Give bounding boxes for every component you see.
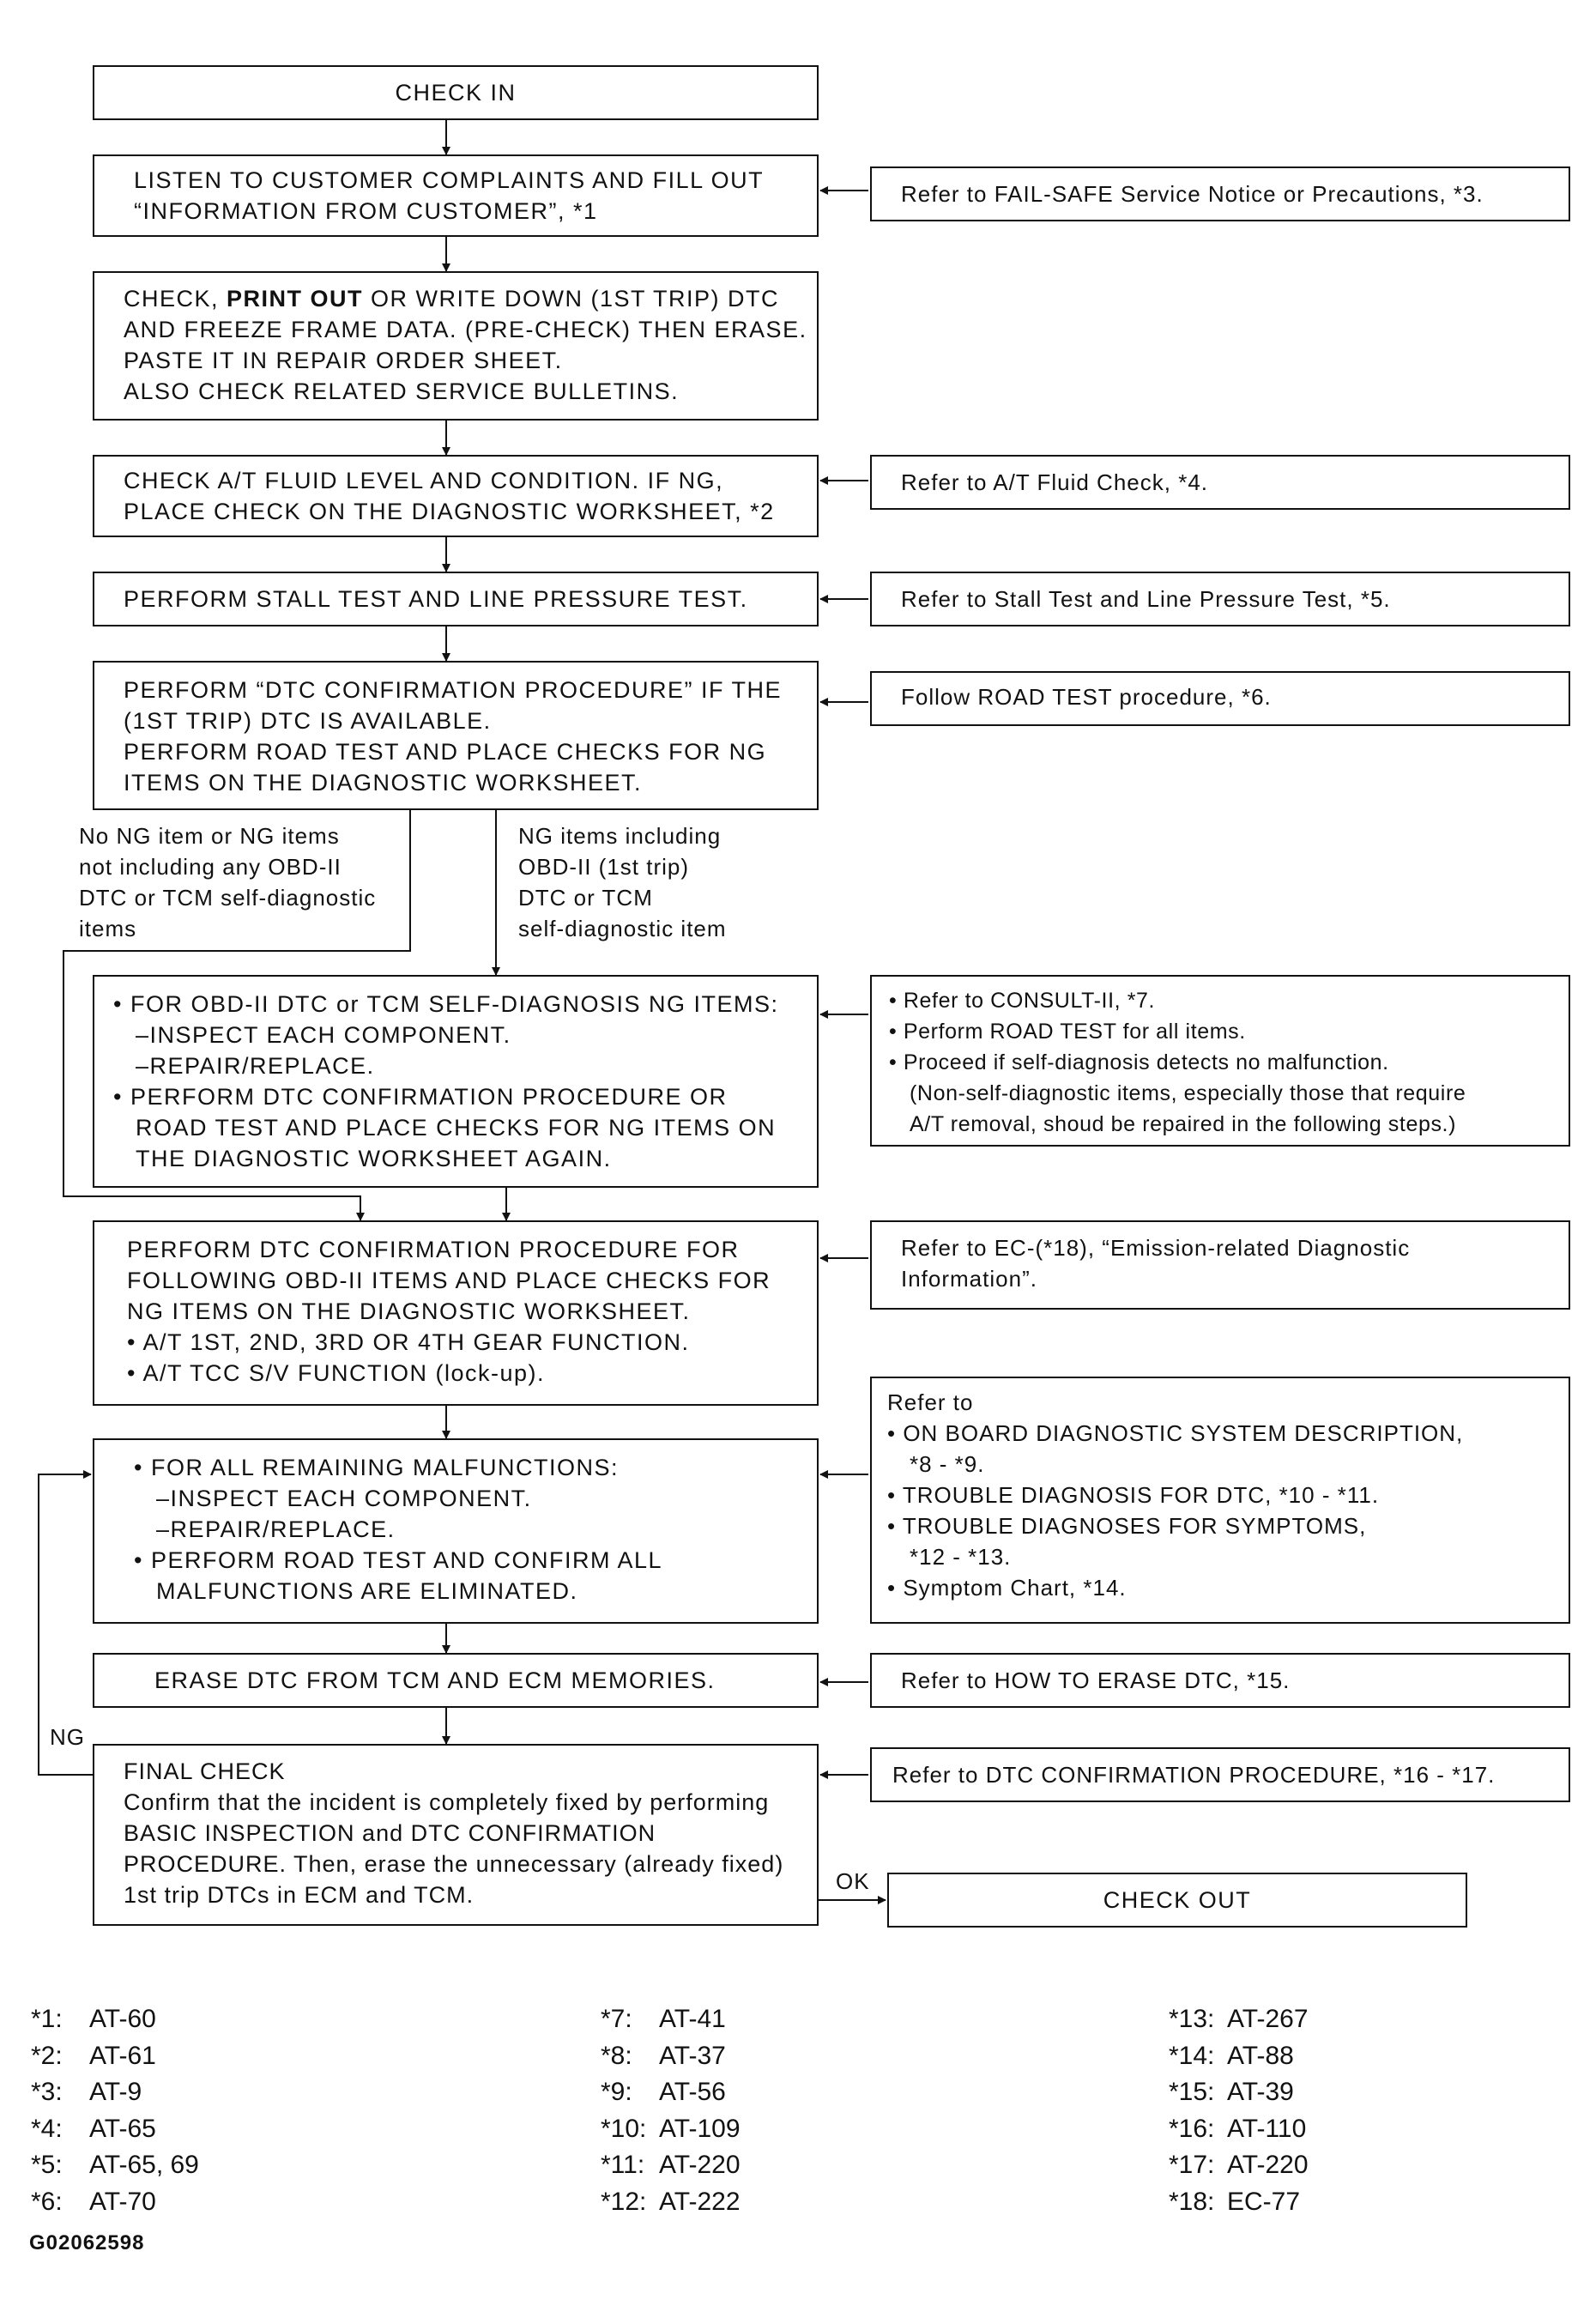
side-stall-box — [870, 572, 1570, 626]
listen-line-2: “INFORMATION FROM CUSTOMER”, *1 — [134, 198, 598, 224]
side-trouble-sym-2: *12 - *13. — [910, 1544, 1012, 1570]
remain-bullet-1: • FOR ALL REMAINING MALFUNCTIONS: — [134, 1455, 620, 1480]
ref-row — [1169, 2147, 1309, 2184]
print-line-1 — [124, 283, 803, 314]
check-out-label: CHECK OUT — [1103, 1887, 1252, 1913]
side-failsafe-box — [870, 166, 1570, 221]
ref-value: AT-220 — [1227, 2151, 1309, 2179]
following-line-3: NG ITEMS ON THE DIAGNOSTIC WORKSHEET. — [127, 1298, 691, 1324]
side-road-test-box — [870, 671, 1570, 726]
ref-key: *3: — [31, 2078, 63, 2106]
dtc-procedure-box — [93, 661, 819, 810]
side-dtc-conf-text: Refer to DTC CONFIRMATION PROCEDURE, *16 - *17. — [892, 1762, 1496, 1788]
check-out-box — [887, 1873, 1467, 1928]
ref-key: *5: — [31, 2151, 63, 2179]
fluid-line-1: CHECK A/T FLUID LEVEL AND CONDITION. IF NG, — [124, 468, 724, 493]
ref-row — [31, 2001, 199, 2038]
remain-sub-1: –INSPECT EACH COMPONENT. — [156, 1486, 532, 1511]
fluid-check-box — [93, 455, 819, 537]
ref-value: AT-56 — [659, 2078, 726, 2106]
ref-key: *7: — [601, 2005, 632, 2033]
ref-value: AT-70 — [89, 2187, 156, 2216]
ref-row — [601, 2184, 741, 2221]
following-bullet-1: • A/T 1ST, 2ND, 3RD OR 4TH GEAR FUNCTION. — [127, 1329, 690, 1355]
final-line-4: 1st trip DTCs in ECM and TCM. — [124, 1882, 475, 1908]
side-failsafe-text: Refer to FAIL-SAFE Service Notice or Precautions, *3. — [901, 181, 1484, 207]
ref-key: *8: — [601, 2041, 632, 2070]
remain-bullet-2: • PERFORM ROAD TEST AND CONFIRM ALL — [134, 1547, 663, 1573]
ref-key: *14: — [1169, 2041, 1215, 2070]
branch-ng-label — [518, 820, 727, 944]
final-title: FINAL CHECK — [124, 1758, 286, 1784]
ref-key: *12: — [601, 2187, 647, 2216]
ref-row — [601, 2038, 741, 2075]
ref-row — [1169, 2111, 1309, 2148]
obd-bullet-1: • FOR OBD-II DTC or TCM SELF-DIAGNOSIS NG ITEMS: — [113, 991, 779, 1017]
side-refer-to-box — [870, 1377, 1570, 1624]
side-fluid-text: Refer to A/T Fluid Check, *4. — [901, 469, 1208, 495]
ref-key: *6: — [31, 2187, 63, 2216]
side-consult-4: (Non-self-diagnostic items, especially those that require — [910, 1081, 1466, 1105]
obd-bullet-2-cont2: THE DIAGNOSTIC WORKSHEET AGAIN. — [136, 1146, 612, 1171]
check-in-box — [93, 65, 819, 120]
ref-row — [31, 2074, 199, 2111]
print-bold: PRINT OUT — [227, 286, 364, 312]
ref-row — [31, 2038, 199, 2075]
ref-key: *18: — [1169, 2187, 1215, 2216]
no-ng-line-3: DTC or TCM self-diagnostic — [79, 885, 377, 911]
print-post: OR WRITE DOWN (1ST TRIP) DTC — [363, 286, 780, 312]
no-ng-line-1: No NG item or NG items — [79, 823, 340, 849]
ng-line-3: DTC or TCM — [518, 885, 653, 911]
ref-value: AT-88 — [1227, 2041, 1294, 2070]
references-col-2 — [601, 2001, 741, 2220]
print-pre: CHECK, — [124, 286, 227, 312]
ref-key: *11: — [601, 2151, 645, 2179]
ref-row — [1169, 2038, 1309, 2075]
branch-no-ng-label — [79, 820, 376, 944]
ng-line-1: NG items including — [518, 823, 722, 849]
ok-label: OK — [836, 1868, 870, 1894]
side-consult-1: • Refer to CONSULT-II, *7. — [889, 989, 1156, 1013]
ng-line-2: OBD-II (1st trip) — [518, 854, 690, 880]
following-line-1: PERFORM DTC CONFIRMATION PROCEDURE FOR — [127, 1237, 740, 1262]
side-consult-5: A/T removal, shoud be repaired in the following steps.) — [910, 1112, 1457, 1136]
side-trouble-dtc: • TROUBLE DIAGNOSIS FOR DTC, *10 - *11. — [887, 1482, 1380, 1508]
ref-key: *17: — [1169, 2151, 1215, 2179]
remaining-malfunctions-box — [93, 1438, 819, 1624]
ref-key: *2: — [31, 2041, 63, 2070]
side-erase-text: Refer to HOW TO ERASE DTC, *15. — [901, 1667, 1291, 1693]
side-onboard-1: • ON BOARD DIAGNOSTIC SYSTEM DESCRIPTION, — [887, 1420, 1464, 1446]
ref-row — [601, 2147, 741, 2184]
ref-value: AT-267 — [1227, 2005, 1309, 2033]
ref-key: *15: — [1169, 2078, 1215, 2106]
side-stall-text: Refer to Stall Test and Line Pressure Test, *5. — [901, 586, 1391, 612]
ref-key: *13: — [1169, 2005, 1215, 2033]
ref-key: *10: — [601, 2114, 647, 2143]
ref-row — [31, 2111, 199, 2148]
obd-bullet-2-cont: ROAD TEST AND PLACE CHECKS FOR NG ITEMS ON — [136, 1115, 777, 1141]
side-consult-2: • Perform ROAD TEST for all items. — [889, 1020, 1246, 1044]
listen-line-1: LISTEN TO CUSTOMER COMPLAINTS AND FILL OUT — [134, 167, 765, 193]
side-ec-1: Refer to EC-(*18), “Emission-related Diagnostic — [901, 1235, 1411, 1261]
ref-row — [1169, 2074, 1309, 2111]
side-road-text: Follow ROAD TEST procedure, *6. — [901, 684, 1272, 710]
ref-value: AT-61 — [89, 2041, 156, 2070]
ref-row — [1169, 2001, 1309, 2038]
ref-value: EC-77 — [1227, 2187, 1301, 2216]
no-ng-line-4: items — [79, 916, 137, 941]
ref-value: AT-39 — [1227, 2078, 1294, 2106]
ng-line-4: self-diagnostic item — [518, 916, 727, 941]
ref-value: AT-65 — [89, 2114, 156, 2143]
ref-row — [31, 2147, 199, 2184]
listen-customer-box — [93, 154, 819, 237]
side-dtc-confirmation-box — [870, 1747, 1570, 1802]
ref-value: AT-9 — [89, 2078, 142, 2106]
final-line-3: PROCEDURE. Then, erase the unnecessary (already fixed) — [124, 1851, 784, 1877]
ref-key: *4: — [31, 2114, 63, 2143]
erase-label: ERASE DTC FROM TCM AND ECM MEMORIES. — [154, 1667, 716, 1693]
remain-sub-2: –REPAIR/REPLACE. — [156, 1516, 396, 1542]
print-line-4: ALSO CHECK RELATED SERVICE BULLETINS. — [124, 378, 680, 404]
dtc-proc-line-2: (1ST TRIP) DTC IS AVAILABLE. — [124, 708, 492, 734]
side-erase-box — [870, 1653, 1570, 1708]
erase-dtc-box — [93, 1653, 819, 1708]
dtc-proc-line-1: PERFORM “DTC CONFIRMATION PROCEDURE” IF THE — [124, 677, 782, 703]
ref-row — [1169, 2184, 1309, 2221]
final-line-1: Confirm that the incident is completely fixed by performing — [124, 1789, 770, 1815]
following-items-box — [93, 1220, 819, 1406]
stall-label: PERFORM STALL TEST AND LINE PRESSURE TEST. — [124, 586, 748, 612]
ref-row — [31, 2184, 199, 2221]
ref-value: AT-220 — [659, 2151, 741, 2179]
dtc-proc-line-3: PERFORM ROAD TEST AND PLACE CHECKS FOR NG — [124, 739, 767, 765]
ref-key: *16: — [1169, 2114, 1215, 2143]
obd-sub-2: –REPAIR/REPLACE. — [136, 1053, 375, 1079]
final-check-box — [93, 1744, 819, 1926]
side-consult-3: • Proceed if self-diagnosis detects no malfunction. — [889, 1050, 1389, 1074]
references-col-3 — [1169, 2001, 1309, 2220]
side-symptom-chart: • Symptom Chart, *14. — [887, 1575, 1127, 1601]
ng-loop-label: NG — [50, 1724, 85, 1750]
ref-row — [601, 2074, 741, 2111]
side-ec-box — [870, 1220, 1570, 1310]
figure-code: G02062598 — [29, 2231, 145, 2255]
stall-test-box — [93, 572, 819, 626]
no-ng-line-2: not including any OBD-II — [79, 854, 342, 880]
ref-value: AT-60 — [89, 2005, 156, 2033]
following-line-2: FOLLOWING OBD-II ITEMS AND PLACE CHECKS FOR — [127, 1268, 771, 1293]
ref-row — [601, 2001, 741, 2038]
print-out-box — [93, 271, 819, 421]
remain-bullet-2-cont: MALFUNCTIONS ARE ELIMINATED. — [156, 1578, 578, 1604]
following-bullet-2: • A/T TCC S/V FUNCTION (lock-up). — [127, 1360, 546, 1386]
side-trouble-sym-1: • TROUBLE DIAGNOSES FOR SYMPTOMS, — [887, 1513, 1367, 1539]
side-fluid-box — [870, 455, 1570, 510]
side-onboard-2: *8 - *9. — [910, 1451, 985, 1477]
references-col-1 — [31, 2001, 199, 2220]
ref-value: AT-222 — [659, 2187, 741, 2216]
side-ec-2: Information”. — [901, 1266, 1037, 1292]
side-refer-to-label: Refer to — [887, 1389, 974, 1415]
check-in-label: CHECK IN — [395, 80, 517, 106]
obd-sub-1: –INSPECT EACH COMPONENT. — [136, 1022, 511, 1048]
obd-ng-items-box — [93, 975, 819, 1188]
final-line-2: BASIC INSPECTION and DTC CONFIRMATION — [124, 1820, 656, 1846]
obd-bullet-2: • PERFORM DTC CONFIRMATION PROCEDURE OR — [113, 1084, 728, 1110]
print-line-2: AND FREEZE FRAME DATA. (PRE-CHECK) THEN ERASE. — [124, 317, 807, 342]
ref-row — [601, 2111, 741, 2148]
ref-key: *9: — [601, 2078, 632, 2106]
dtc-proc-line-4: ITEMS ON THE DIAGNOSTIC WORKSHEET. — [124, 770, 643, 796]
ref-value: AT-41 — [659, 2005, 726, 2033]
ref-value: AT-110 — [1227, 2114, 1307, 2143]
side-consult-box — [870, 975, 1570, 1147]
fluid-line-2: PLACE CHECK ON THE DIAGNOSTIC WORKSHEET, *2 — [124, 499, 775, 524]
ref-value: AT-109 — [659, 2114, 741, 2143]
ref-key: *1: — [31, 2005, 63, 2033]
ref-value: AT-65, 69 — [89, 2151, 199, 2179]
print-line-3: PASTE IT IN REPAIR ORDER SHEET. — [124, 348, 563, 373]
ref-value: AT-37 — [659, 2041, 726, 2070]
